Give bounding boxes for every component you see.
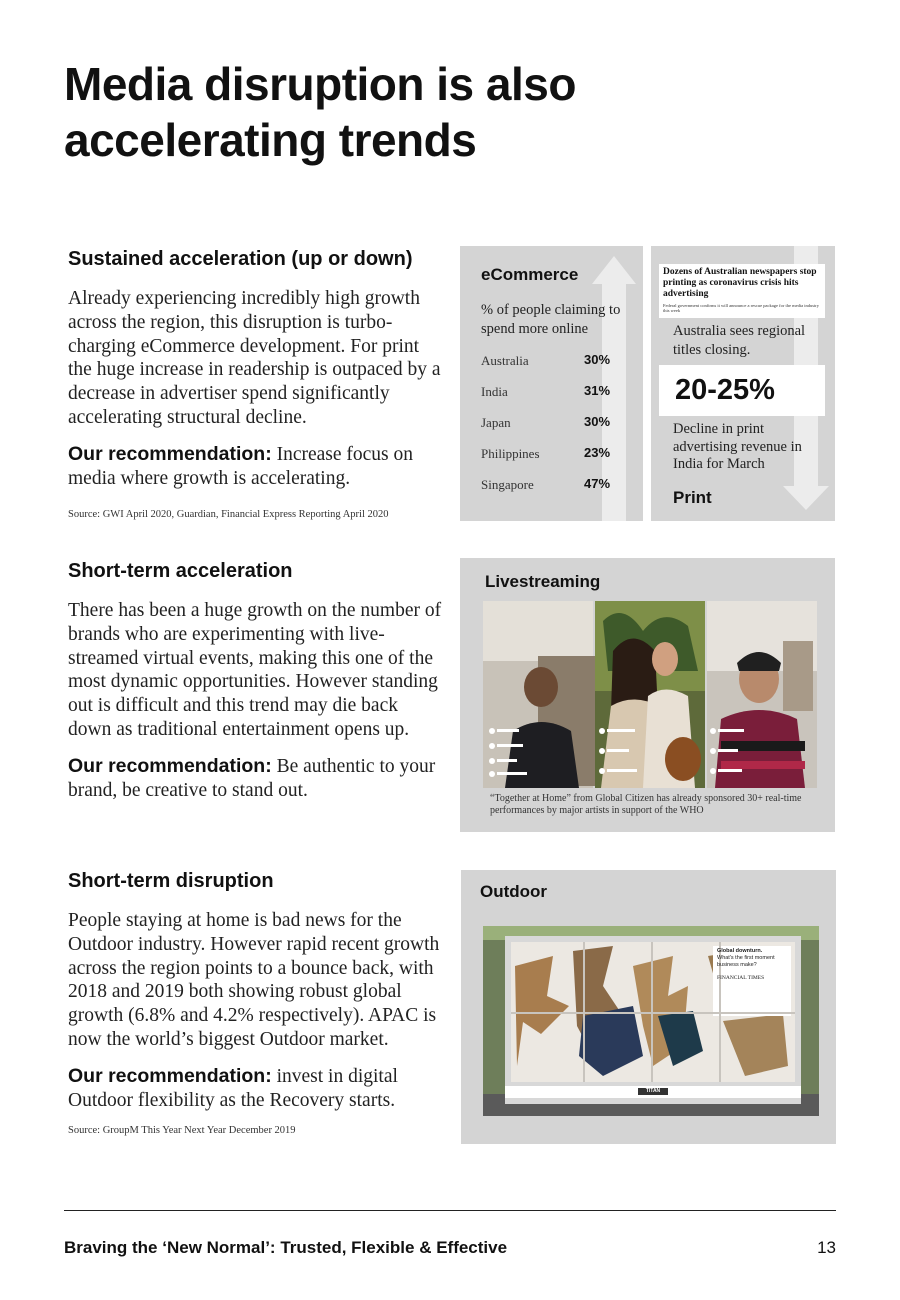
source-note: Source: GroupM This Year Next Year December 2019 — [68, 1124, 296, 1136]
footer-title: Braving the ‘New Normal’: Trusted, Flexible & Effective — [64, 1238, 508, 1257]
country-name: Japan — [481, 415, 511, 430]
country-value: 47% — [584, 476, 611, 491]
ecommerce-panel — [460, 246, 643, 521]
country-value: 23% — [584, 445, 611, 460]
table-row — [481, 476, 616, 507]
poster-copy — [717, 948, 789, 982]
billboard-brand: TITAN — [645, 1088, 661, 1094]
table-row — [481, 445, 616, 476]
country-value: 30% — [584, 414, 611, 429]
page-title — [64, 56, 576, 168]
ecommerce-subtitle: % of people claiming to spend more online — [481, 302, 621, 337]
section-short-term-disruption — [68, 870, 446, 1136]
recommendation-label: Our recommendation: — [68, 754, 272, 777]
source-note: Source: GWI April 2020, Guardian, Financial Express Reporting April 2020 — [68, 508, 389, 520]
livestreaming-title: Livestreaming — [485, 572, 601, 591]
recommendation-text: Be authentic to your brand, be creative to stand out. — [68, 755, 436, 801]
table-row — [481, 414, 616, 445]
recommendation-label: Our recommendation: — [68, 1064, 272, 1087]
footer-divider — [64, 1210, 836, 1211]
poster-text-3: FINANCIAL TIMES — [717, 975, 765, 981]
print-stat: 20-25% — [675, 374, 775, 406]
country-name: Australia — [481, 353, 529, 368]
recommendation-text: invest in digital Outdoor flexibility as the Recovery starts. — [68, 1065, 398, 1111]
section-heading: Short-term disruption — [68, 870, 274, 892]
section-heading: Short-term acceleration — [68, 560, 293, 582]
section-body: There has been a huge growth on the number of brands who are experimenting with live-streamed virtual events, making this one of the most dynamic opportunities. However standing out is difficult and this trend may die back down as traditional entertainment opens up. — [68, 600, 442, 740]
country-value: 31% — [584, 383, 611, 398]
recommendation — [68, 1064, 446, 1113]
title-line-1: Media disruption is also — [64, 58, 576, 110]
country-value: 30% — [584, 352, 611, 367]
title-line-2: accelerating trends — [64, 114, 477, 166]
section-heading: Sustained acceleration (up or down) — [68, 248, 413, 270]
poster-text-2: What's the first moment business make? — [717, 955, 775, 968]
print-panel — [651, 246, 835, 521]
section-sustained-acceleration — [68, 248, 443, 520]
clipping-headline: Dozens of Australian newspapers stop printing as coronavirus crisis hits advertising — [663, 267, 817, 299]
country-name: Singapore — [481, 477, 534, 492]
country-name: India — [481, 384, 508, 399]
recommendation-text: Increase focus on media where growth is accelerating. — [68, 443, 414, 489]
print-label: Print — [673, 488, 712, 507]
country-name: Philippines — [481, 446, 540, 461]
billboard-photo — [483, 926, 819, 1116]
livestreaming-panel — [460, 558, 835, 832]
recommendation — [68, 754, 446, 803]
livestream-screenshots-image — [483, 601, 817, 788]
section-body: People staying at home is bad news for the Outdoor industry. However rapid recent growth across the region points to a bounce back, with 2018 and 2019 both showing robust global growth (6.8% and 4.2% respectively). APAC is now the world’s biggest Outdoor market. — [68, 910, 440, 1050]
print-note: Australia sees regional titles closing. — [673, 323, 806, 358]
outdoor-title: Outdoor — [480, 882, 548, 901]
stat-box — [659, 365, 825, 416]
clipping-subhead: Federal government confirms it will announce a rescue package for the media industry this week — [663, 303, 819, 313]
print-stat-description: Decline in print advertising revenue in India for March — [673, 421, 802, 472]
recommendation — [68, 442, 443, 491]
outdoor-panel — [461, 870, 836, 1144]
recommendation-label: Our recommendation: — [68, 442, 272, 465]
ecommerce-table — [481, 352, 616, 507]
livestreaming-caption: “Together at Home” from Global Citizen has already sponsored 30+ real-time performances by major artists in support of the WHO — [490, 793, 802, 816]
table-row — [481, 352, 616, 383]
section-short-term-acceleration — [68, 560, 446, 803]
table-row — [481, 383, 616, 414]
news-clipping — [659, 264, 825, 318]
poster-text-1: Global downturn. — [717, 948, 763, 954]
ecommerce-title: eCommerce — [481, 265, 579, 284]
page-number: 13 — [817, 1238, 836, 1257]
section-body: Already experiencing incredibly high growth across the region, this disruption is turbo-charging eCommerce development. For print the huge increase in readership is outpaced by a decrease in advertiser spend significantly accelerating structural decline. — [68, 288, 441, 428]
